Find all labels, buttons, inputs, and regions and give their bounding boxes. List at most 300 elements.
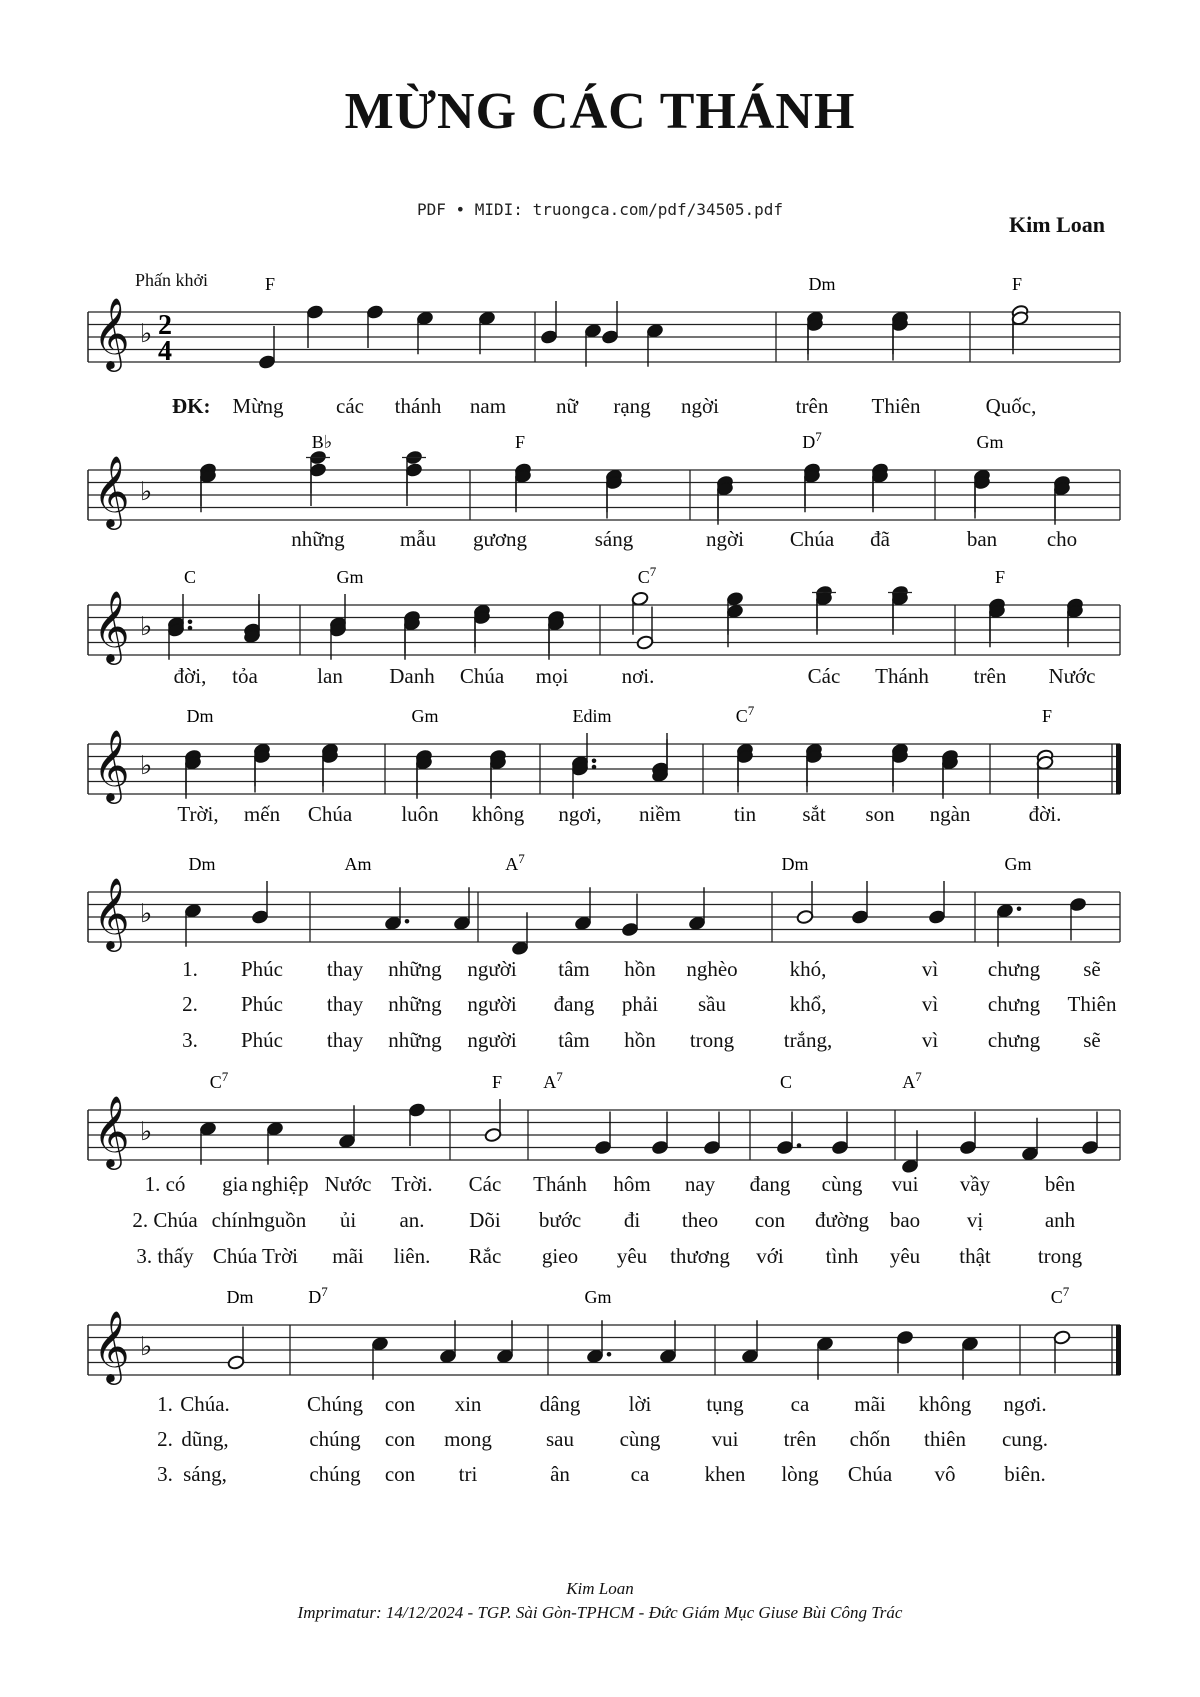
note: [1036, 749, 1054, 793]
note: [489, 755, 507, 799]
staff-lines: [88, 744, 1120, 794]
note: [815, 591, 833, 635]
final-barline-thick: [1116, 1325, 1121, 1375]
lyric-syllable: niềm: [639, 802, 681, 826]
lyric-syllable: nguồn: [253, 1208, 307, 1232]
lyric-syllable: 2.: [182, 992, 198, 1016]
lyric-syllable: người: [467, 957, 517, 981]
note: [806, 317, 824, 361]
lyric-syllable: Thánh: [875, 664, 929, 688]
lyric-syllable: 1.: [182, 957, 198, 981]
note: [473, 604, 491, 648]
chord-symbol: Am: [344, 854, 372, 874]
lyric-syllable: nơi.: [621, 664, 655, 688]
staff-lines: [88, 892, 1120, 942]
note: [167, 616, 192, 660]
lyric-syllable: 3.: [182, 1028, 198, 1052]
chord-symbols: [265, 274, 1022, 294]
lyric-syllable: liên.: [393, 1244, 431, 1268]
lyric-syllable: Rắc: [468, 1244, 502, 1268]
note: [651, 739, 669, 783]
note: [453, 887, 471, 931]
lyric-syllable: bên: [1044, 1172, 1076, 1196]
note: [621, 894, 639, 938]
lyric-syllable: với: [756, 1244, 784, 1268]
lyric-syllable: mến: [243, 802, 281, 826]
lyric-syllable: Thánh: [533, 1172, 587, 1196]
note: [646, 323, 664, 367]
footer: [0, 1577, 1200, 1625]
lyric-syllable: Chúa: [789, 527, 835, 551]
note: [703, 1112, 721, 1156]
note: [941, 749, 959, 793]
note: [988, 604, 1006, 648]
lyric-syllable: biên.: [1004, 1462, 1046, 1486]
lyric-syllable: đường: [815, 1208, 869, 1232]
lyric-syllable: cùng: [821, 1172, 863, 1196]
time-signature-bottom: 4: [158, 336, 172, 367]
chord-symbol: $A^7$: [902, 1069, 922, 1092]
lyric-syllable: mong: [444, 1427, 492, 1451]
lyric-syllable: theo: [681, 1208, 719, 1232]
lyric-syllable: vô: [934, 1462, 956, 1486]
lyric-syllable: bao: [889, 1208, 921, 1232]
lyric-syllable: ngời: [706, 527, 744, 551]
chord-symbol: $C^7$: [1050, 1284, 1070, 1307]
lyric-syllable: hồn: [624, 1028, 656, 1052]
lyric-syllable: ca: [790, 1392, 810, 1416]
lyric-syllable: Nước: [324, 1172, 372, 1196]
note: [473, 610, 491, 654]
lyric-syllable: nam: [469, 394, 507, 418]
lyric-syllable: luôn: [401, 802, 439, 826]
note: [571, 733, 596, 777]
chord-symbol: F: [994, 567, 1006, 587]
lyric-syllable: trên: [783, 1427, 817, 1451]
lyric-syllable: Dõi: [469, 1208, 501, 1232]
note: [988, 597, 1006, 641]
lyric-syllable: con: [384, 1392, 416, 1416]
note: [384, 887, 409, 931]
lyric-syllable: đời,: [173, 664, 207, 688]
lyric-syllable: vì: [921, 957, 939, 981]
refrain-label: ĐK:: [172, 394, 211, 418]
lyric-syllable: nữ: [556, 394, 578, 418]
note: [973, 475, 991, 519]
lyric-syllable: thay: [326, 957, 364, 981]
lyric-syllable: người: [467, 992, 517, 1016]
note: [973, 469, 991, 513]
treble-clef-icon: 𝄞: [93, 876, 130, 949]
notes: [199, 450, 1071, 525]
lyric-syllable: trong: [689, 1028, 735, 1052]
lyric-syllable: những: [388, 957, 442, 981]
note: [928, 881, 946, 925]
lyric-syllable: cho: [1046, 527, 1078, 551]
lyric-syllable: nay: [684, 1172, 716, 1196]
lyric-syllable: 3.: [157, 1462, 173, 1486]
note: [253, 749, 271, 793]
lyric-syllable: dâng: [539, 1392, 581, 1416]
note: [439, 1320, 457, 1364]
note: [227, 1327, 245, 1371]
lyric-syllable: gieo: [541, 1244, 579, 1268]
note: [496, 1320, 514, 1364]
note: [891, 311, 909, 355]
note: [816, 1336, 834, 1380]
note: [415, 755, 433, 799]
lyric-syllable: tri: [458, 1462, 478, 1486]
note: [741, 1320, 759, 1364]
lyric-syllable: con: [754, 1208, 786, 1232]
lyric-syllable: 2. Chúa: [132, 1208, 198, 1232]
lyric-syllable: chưng: [987, 957, 1041, 981]
chord-symbol: Gm: [336, 567, 364, 587]
note: [736, 749, 754, 793]
note: [651, 1112, 669, 1156]
note: [594, 1112, 612, 1156]
lyric-syllable: đã: [870, 527, 890, 551]
lyric-syllable: phải: [621, 992, 659, 1016]
lyric-syllable: vui: [711, 1427, 739, 1451]
lyric-syllable: sẽ: [1083, 957, 1101, 981]
note: [1066, 597, 1084, 641]
lyric-syllable: an.: [399, 1208, 425, 1232]
note: [1011, 311, 1029, 355]
note: [199, 469, 217, 513]
treble-clef-icon: 𝄞: [93, 296, 130, 369]
note: [584, 323, 602, 367]
lyric-syllable: mãi: [332, 1244, 364, 1268]
lyric-syllable: tỏa: [232, 664, 258, 688]
lyric-syllable: tình: [825, 1244, 859, 1268]
lyric-syllable: không: [471, 802, 525, 826]
note: [805, 749, 823, 793]
note: [776, 1112, 801, 1156]
note: [547, 610, 565, 654]
source-link[interactable]: PDF • MIDI: truongca.com/pdf/34505.pdf: [416, 200, 784, 219]
lyric-syllable: những: [388, 992, 442, 1016]
lyric-syllable: Phúc: [241, 1028, 283, 1052]
note: [605, 475, 623, 519]
note: [338, 1105, 356, 1149]
note: [571, 755, 596, 799]
note: [726, 604, 744, 648]
lyric-syllable: ngơi,: [558, 802, 602, 826]
note: [1066, 604, 1084, 648]
note: [416, 311, 434, 355]
chord-symbol: $D^7$: [802, 429, 822, 452]
treble-clef-icon: 𝄞: [93, 589, 130, 662]
note: [199, 1121, 217, 1165]
lyric-syllable: mãi: [854, 1392, 886, 1416]
note: [1081, 1112, 1099, 1156]
lyric-syllable: hôm: [613, 1172, 651, 1196]
note: [996, 903, 1021, 947]
note: [901, 1130, 919, 1174]
lyric-syllable: trắng,: [783, 1028, 833, 1052]
lyric-syllable: tâm: [558, 1028, 590, 1052]
chord-symbol: Gm: [411, 706, 439, 726]
note: [891, 591, 909, 635]
note: [184, 755, 202, 799]
lyric-syllable: trong: [1037, 1244, 1083, 1268]
note: [306, 304, 324, 348]
note: [803, 469, 821, 513]
lyric-syllable: các: [336, 394, 364, 418]
lyric-syllable: đang: [749, 1172, 791, 1196]
lyric-syllable: đời.: [1028, 802, 1062, 826]
lyric-syllable: sẽ: [1083, 1028, 1101, 1052]
chord-symbol: $A^7$: [505, 851, 525, 874]
chord-symbols: [312, 429, 1004, 452]
key-flat-icon: ♭: [140, 612, 153, 642]
lyric-syllable: sáng,: [183, 1462, 227, 1486]
lyric-syllable: lan: [317, 664, 343, 688]
lyric-syllable: Các: [468, 1172, 502, 1196]
note: [371, 1336, 389, 1380]
lyric-syllable: trên: [973, 664, 1007, 688]
chord-symbol: F: [264, 274, 276, 294]
note: [736, 743, 754, 787]
lyric-syllable: 2.: [157, 1427, 173, 1451]
lyric-syllable: Mừng: [232, 394, 284, 418]
lyric-syllable: cung.: [1001, 1427, 1049, 1451]
note: [871, 469, 889, 513]
lyric-syllable: Thiên: [1067, 992, 1117, 1016]
note: [329, 594, 347, 638]
lyric-syllable: người: [467, 1028, 517, 1052]
staff-system-6: [0, 1050, 1200, 1190]
chord-symbols: [187, 703, 1053, 726]
chord-symbol: Dm: [808, 274, 836, 294]
note: [659, 1320, 677, 1364]
lyric-syllable: son: [865, 802, 895, 826]
chord-symbol: F: [491, 1072, 503, 1092]
note: [688, 887, 706, 931]
lyric-syllable: rạng: [613, 394, 651, 418]
note: [1069, 897, 1087, 941]
key-flat-icon: ♭: [140, 899, 153, 929]
notes: [258, 301, 1029, 370]
lyric-syllable: chúng: [309, 1427, 361, 1451]
lyric-syllable: chưng: [987, 992, 1041, 1016]
lyric-syllable: Trời.: [391, 1172, 433, 1196]
lyric-syllable: mẫu: [399, 527, 437, 551]
chord-symbol: Dm: [781, 854, 809, 874]
chord-symbol: $C^7$: [209, 1069, 229, 1092]
lyric-syllable: vui: [891, 1172, 919, 1196]
staff-system-7: [0, 1265, 1200, 1405]
note: [574, 887, 592, 931]
note: [329, 616, 347, 660]
lyric-syllable: chưng: [987, 1028, 1041, 1052]
lyric-syllable: nghèo: [686, 957, 738, 981]
lyric-syllable: hồn: [624, 957, 656, 981]
time-signature-top: 2: [158, 310, 172, 341]
note: [941, 755, 959, 799]
lyric-syllable: Quốc,: [985, 394, 1037, 418]
lyric-syllable: đi: [623, 1208, 641, 1232]
final-barline-thick: [1116, 744, 1121, 794]
note: [1021, 1118, 1039, 1162]
note: [716, 481, 734, 525]
lyric-syllable: Chúa: [459, 664, 505, 688]
chord-symbol: Gm: [584, 1287, 612, 1307]
lyric-syllable: vì: [921, 1028, 939, 1052]
chord-symbol: Dm: [186, 706, 214, 726]
chord-symbol: Gm: [1004, 854, 1032, 874]
lyric-syllable: những: [291, 527, 345, 551]
lyric-syllable: Danh: [389, 664, 435, 688]
note: [540, 301, 558, 345]
lyric-syllable: thiên: [924, 1427, 966, 1451]
note: [511, 912, 529, 956]
lyric-syllable: lòng: [781, 1462, 819, 1486]
note: [891, 317, 909, 361]
lyric-syllable: gia: [222, 1172, 248, 1196]
lyric-syllable: khen: [704, 1462, 746, 1486]
lyric-syllable: đang: [553, 992, 595, 1016]
lyric-syllable: ngời: [681, 394, 719, 418]
note: [251, 881, 269, 925]
note: [184, 903, 202, 947]
note: [403, 610, 421, 654]
note: [514, 462, 532, 506]
lyric-syllable: tâm: [558, 957, 590, 981]
lyric-syllable: lời: [628, 1392, 652, 1416]
note: [896, 1330, 914, 1374]
treble-clef-icon: 𝄞: [93, 728, 130, 801]
lyric-syllable: sáng: [594, 527, 634, 551]
lyric-syllable: ngàn: [929, 802, 971, 826]
note: [1053, 475, 1071, 519]
note: [1011, 304, 1029, 348]
lyric-syllable: 1. có: [144, 1172, 186, 1196]
lyric-syllable: yêu: [616, 1244, 648, 1268]
chord-symbols: [227, 1284, 1070, 1307]
lyric-syllable: thương: [670, 1244, 730, 1268]
lyric-syllable: dũng,: [181, 1427, 229, 1451]
chord-symbol: $C^7$: [637, 564, 657, 587]
lyric-syllable: ân: [550, 1462, 570, 1486]
note: [805, 743, 823, 787]
note: [484, 1099, 502, 1143]
lyric-syllable: Chúa.: [180, 1392, 230, 1416]
note: [796, 881, 814, 925]
staff-lines: [88, 470, 1120, 520]
lyric-syllable: con: [384, 1427, 416, 1451]
chord-symbols: [184, 564, 1005, 587]
lyric-syllable: Chúa: [212, 1244, 258, 1268]
chord-symbol: F: [1041, 706, 1053, 726]
lyric-syllable: sầu: [698, 992, 726, 1016]
lyric-syllable: con: [384, 1462, 416, 1486]
note: [403, 616, 421, 660]
chord-symbol: $C^7$: [735, 703, 755, 726]
note: [1053, 481, 1071, 525]
lyric-syllable: ngơi.: [1003, 1392, 1047, 1416]
note: [851, 881, 869, 925]
chord-symbol: Gm: [976, 432, 1004, 452]
treble-clef-icon: 𝄞: [93, 454, 130, 527]
note: [716, 475, 734, 519]
lyric-syllable: thật: [959, 1244, 991, 1268]
note: [243, 600, 261, 644]
notes: [184, 733, 1054, 799]
note: [803, 462, 821, 506]
note: [478, 311, 496, 355]
song-title: MỪNG CÁC THÁNH: [344, 83, 856, 140]
note: [415, 749, 433, 793]
key-flat-icon: ♭: [140, 751, 153, 781]
lyric-syllable: tụng: [706, 1392, 744, 1416]
note: [888, 585, 912, 629]
lyric-syllable: ban: [966, 527, 998, 551]
chord-symbols: [210, 1069, 923, 1092]
note: [586, 1320, 611, 1364]
lyric-syllable: Trời,: [177, 802, 219, 826]
note: [961, 1336, 979, 1380]
note: [321, 749, 339, 793]
note: [408, 1102, 426, 1146]
lyric-syllable: anh: [1044, 1208, 1076, 1232]
chord-symbol: B♭: [311, 432, 333, 452]
footer-imprimatur: Imprimatur: 14/12/2024 - TGP. Sài Gòn-TPHCM - Đức Giám Mục Giuse Bùi Công Trác: [297, 1603, 903, 1622]
key-flat-icon: ♭: [140, 1332, 153, 1362]
key-flat-icon: ♭: [140, 319, 153, 349]
note: [959, 1112, 977, 1156]
key-flat-icon: ♭: [140, 1117, 153, 1147]
lyric-syllable: tin: [733, 802, 757, 826]
chord-symbol: Dm: [226, 1287, 254, 1307]
lyric-syllable: thay: [326, 1028, 364, 1052]
note: [636, 607, 654, 651]
note: [812, 585, 836, 629]
lyric-syllable: Phúc: [241, 957, 283, 981]
lyric-syllable: ủi: [339, 1208, 357, 1232]
note: [605, 469, 623, 513]
note: [891, 743, 909, 787]
chord-symbol: F: [1011, 274, 1023, 294]
lyric-syllable: bước: [538, 1208, 582, 1232]
chord-symbol: Edim: [572, 706, 612, 726]
note: [1053, 1330, 1071, 1374]
note: [405, 462, 423, 506]
lyric-syllable: những: [388, 1028, 442, 1052]
note: [601, 301, 619, 345]
chord-symbol: $D^7$: [308, 1284, 328, 1307]
lyric-syllable: 1.: [157, 1392, 173, 1416]
key-flat-icon: ♭: [140, 477, 153, 507]
chord-symbol: $A^7$: [543, 1069, 563, 1092]
lyric-syllable: gương: [473, 527, 527, 551]
lyric-syllable: sau: [546, 1427, 574, 1451]
note: [366, 304, 384, 348]
note: [489, 749, 507, 793]
lyric-syllable: Thiên: [871, 394, 921, 418]
lyric-syllable: nghiệp: [251, 1172, 309, 1196]
lyric-syllable: trên: [795, 394, 829, 418]
lyric-syllable: khổ,: [789, 992, 827, 1016]
lyric-syllable: chúng: [309, 1462, 361, 1486]
lyric-syllable: cùng: [619, 1427, 661, 1451]
note: [184, 749, 202, 793]
chord-symbol: C: [183, 567, 197, 587]
note: [891, 749, 909, 793]
lyric-syllable: vầy: [959, 1172, 991, 1196]
lyric-syllable: thánh: [394, 394, 442, 418]
